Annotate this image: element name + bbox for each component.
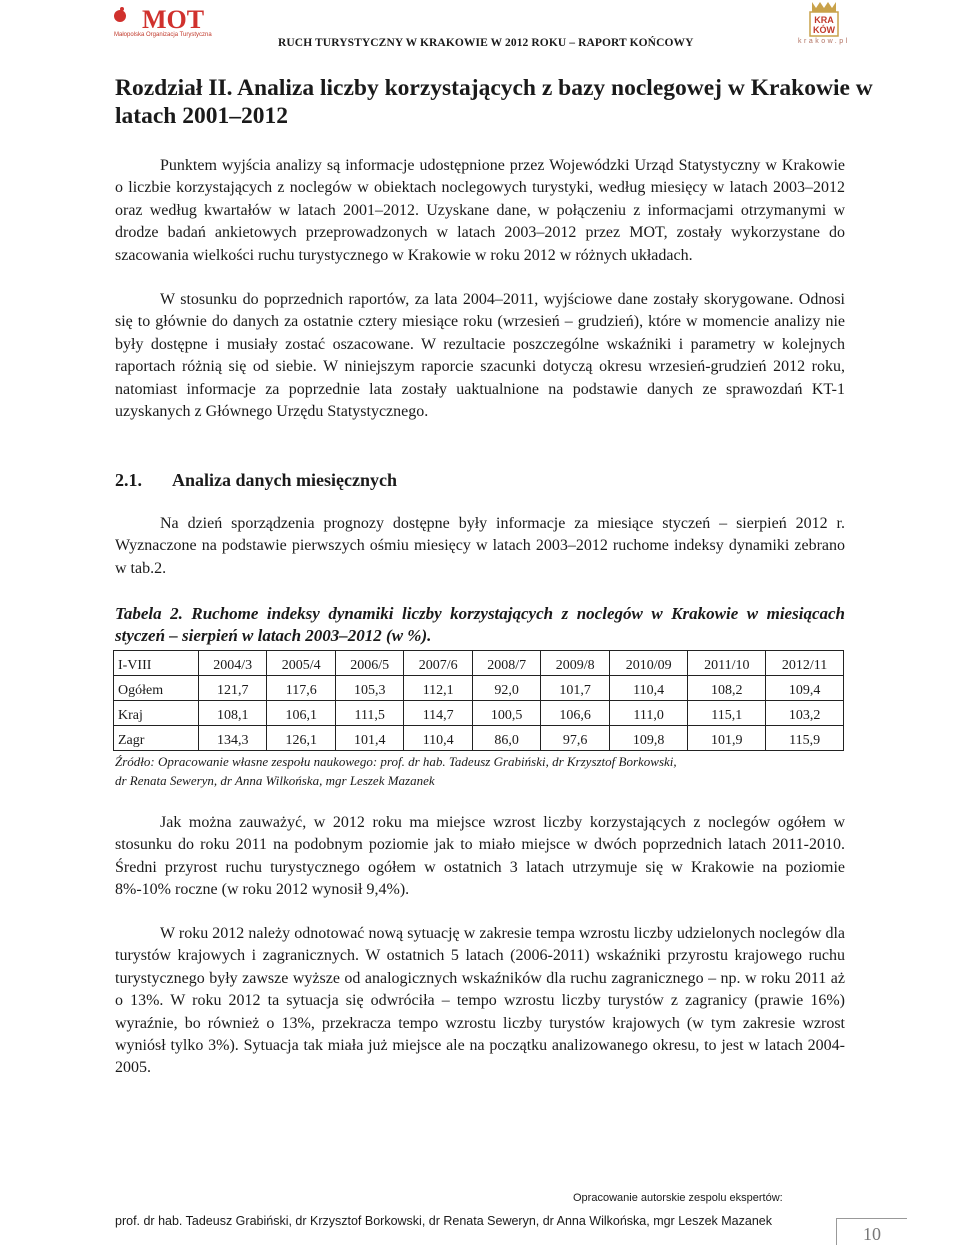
table-header-cell: I-VIII [114,651,199,676]
table-cell: 134,3 [199,726,267,751]
table-cell: 115,1 [688,701,766,726]
table-cell: 92,0 [472,676,540,701]
mot-logo-subtitle: Małopolska Organizacja Turystyczna [114,32,212,38]
table-row [114,676,844,701]
table-header-cell: 2010/09 [609,651,688,676]
table-row [114,701,844,726]
table-header-cell: 2005/4 [267,651,335,676]
table-header-cell: 2007/6 [404,651,472,676]
mot-logo-text: MOT [142,5,205,34]
table-row-label: Kraj [114,701,199,726]
table-cell: 101,7 [541,676,609,701]
svg-text:KRA: KRA [814,15,834,25]
svg-text:KÓW: KÓW [813,25,835,35]
table-cell: 121,7 [199,676,267,701]
table-cell: 115,9 [766,726,844,751]
table-cell: 108,2 [688,676,766,701]
table-cell: 110,4 [609,676,688,701]
table-row-label: Ogółem [114,676,199,701]
table-cell: 111,0 [609,701,688,726]
table-cell: 108,1 [199,701,267,726]
table-cell: 111,5 [335,701,403,726]
table-cell: 105,3 [335,676,403,701]
table-source [115,752,875,790]
krakow-logo [796,0,852,50]
krakow-crest-icon [796,0,852,38]
chapter-title: Rozdział II. Analiza liczby korzystających z bazy noclegowej w Krakowie w latach 2001–2012 [115,75,873,129]
table-cell: 109,8 [609,726,688,751]
dynamics-index-table [113,650,844,751]
table-cell: 97,6 [541,726,609,751]
table-header-cell: 2006/5 [335,651,403,676]
table-row-label: Zagr [114,726,199,751]
mot-logo-icon [108,4,218,34]
table-header-row [114,651,844,676]
table-cell: 110,4 [404,726,472,751]
section-paragraph: Na dzień sporządzenia prognozy dostępne były informacje za miesiące styczeń – sierpień 2012 r. Wyznaczone na podstawie pierwszych ośmiu miesięcy w latach 2003–2012 ruchome indeksy dynamiki zebrano w tab.2. [115,515,845,577]
table-header-cell: 2008/7 [472,651,540,676]
table-source-line-1: Źródło: Opracowanie własne zespołu naukowego: prof. dr hab. Tadeusz Grabiński, dr Krzysztof Borkowski, [115,754,677,769]
table-cell: 126,1 [267,726,335,751]
analysis-paragraph-2: W roku 2012 należy odnotować nową sytuację w zakresie tempa wzrostu liczby udzielonych noclegów dla turystów krajowych i zagranicznych. W ostatnich 5 latach (2006-2011) wskaźniki przyrostu krajowego ruchu turystycznego były zawsze wyższe od analogicznych wskaźników dla ruchu zagranicznego – np. w roku 2011 aż o 13%. W roku 2012 ta sytuacja się odwróciła – tempo wzrostu liczby turystów z zagranicy (prawie 16%) wyraźnie, bo również o 13%, przekracza tempo wzrostu liczby turystów krajowych (w tym zakresie wzrost wyniósł tylko 3%). Sytuacja tak miała już miejsce ale na początku analizowanego okresu, to jest w latach 2004-2005. [115,925,845,1077]
footer-authors: prof. dr hab. Tadeusz Grabiński, dr Krzysztof Borkowski, dr Renata Seweryn, dr Anna Wilkońska, mgr Leszek Mazanek [115,1214,772,1228]
table-cell: 117,6 [267,676,335,701]
table-cell: 101,4 [335,726,403,751]
table-row [114,726,844,751]
table-cell: 100,5 [472,701,540,726]
table-cell: 106,1 [267,701,335,726]
section-heading: 2.1. Analiza danych miesięcznych [115,470,397,490]
table-cell: 109,4 [766,676,844,701]
table-caption: Tabela 2. Ruchome indeksy dynamiki liczby korzystających z noclegów w Krakowie w miesiącach styczeń – sierpień w latach 2003–2012 (w %). [115,604,845,645]
intro-paragraph-1: Punktem wyjścia analizy są informacje udostępnione przez Wojewódzki Urząd Statystyczny w Krakowie o liczbie korzystających z noclegów w obiektach noclegowych turystyki, według miesięcy w latach 2003–2012 oraz według kwartałów w latach 2001–2012. Uzyskane dane, w połączeniu z informacjami otrzymanymi w drodze badań ankietowych przeprowadzonych w latach 2003–2012 przez MOT, zostały wykorzystane do szacowania wielkości ruchu turystycznego w Krakowie w roku 2012 w różnych układach. [115,157,845,264]
krakow-url: krakow.pl [798,38,850,45]
footer-credit: Opracowanie autorskie zespolu ekspertów: [573,1192,783,1204]
header-title: RUCH TURYSTYCZNY W KRAKOWIE W 2012 ROKU – RAPORT KOŃCOWY [278,37,694,49]
table-cell: 86,0 [472,726,540,751]
table-cell: 112,1 [404,676,472,701]
table-cell: 103,2 [766,701,844,726]
table-cell: 114,7 [404,701,472,726]
table-cell: 101,9 [688,726,766,751]
table-header-cell: 2011/10 [688,651,766,676]
mot-logo [108,4,218,46]
table-header-cell: 2012/11 [766,651,844,676]
table-header-cell: 2009/8 [541,651,609,676]
table-cell: 106,6 [541,701,609,726]
table-source-line-2: dr Renata Seweryn, dr Anna Wilkońska, mgr Leszek Mazanek [115,773,435,788]
intro-paragraph-2: W stosunku do poprzednich raportów, za lata 2004–2011, wyjściowe dane zostały skorygowane. Odnosi się to głównie do danych za ostatnie cztery miesiące roku (wrzesień – grudzień), które w momencie analizy nie były dostępne i musiały zostać oszacowane. W rezultacie poszczególne wskaźniki i parametry w kolejnych raportach różnią się od siebie. W niniejszym raporcie szacunki dotyczą okresu wrzesień-grudzień 2012 roku, natomiast informacje za poprzednie lata zostały uaktualnione na podstawie danych ze sprawozdań KT-1 uzyskanych z Głównego Urzędu Statystycznego. [115,291,845,421]
page-number: 10 [836,1218,907,1245]
table-header-cell: 2004/3 [199,651,267,676]
analysis-paragraph-1: Jak można zauważyć, w 2012 roku ma miejsce wzrost liczby korzystających z noclegów ogółem w stosunku do roku 2011 na podobnym poziomie jak to miało miejsce w dwóch poprzednich latach 2011-2010. Średni przyrost ruchu turystycznego ogółem w ostatnich 3 latach utrzymuje się w Krakowie na poziomie 8%-10% roczne (w roku 2012 wynosił 9,4%). [115,814,845,899]
